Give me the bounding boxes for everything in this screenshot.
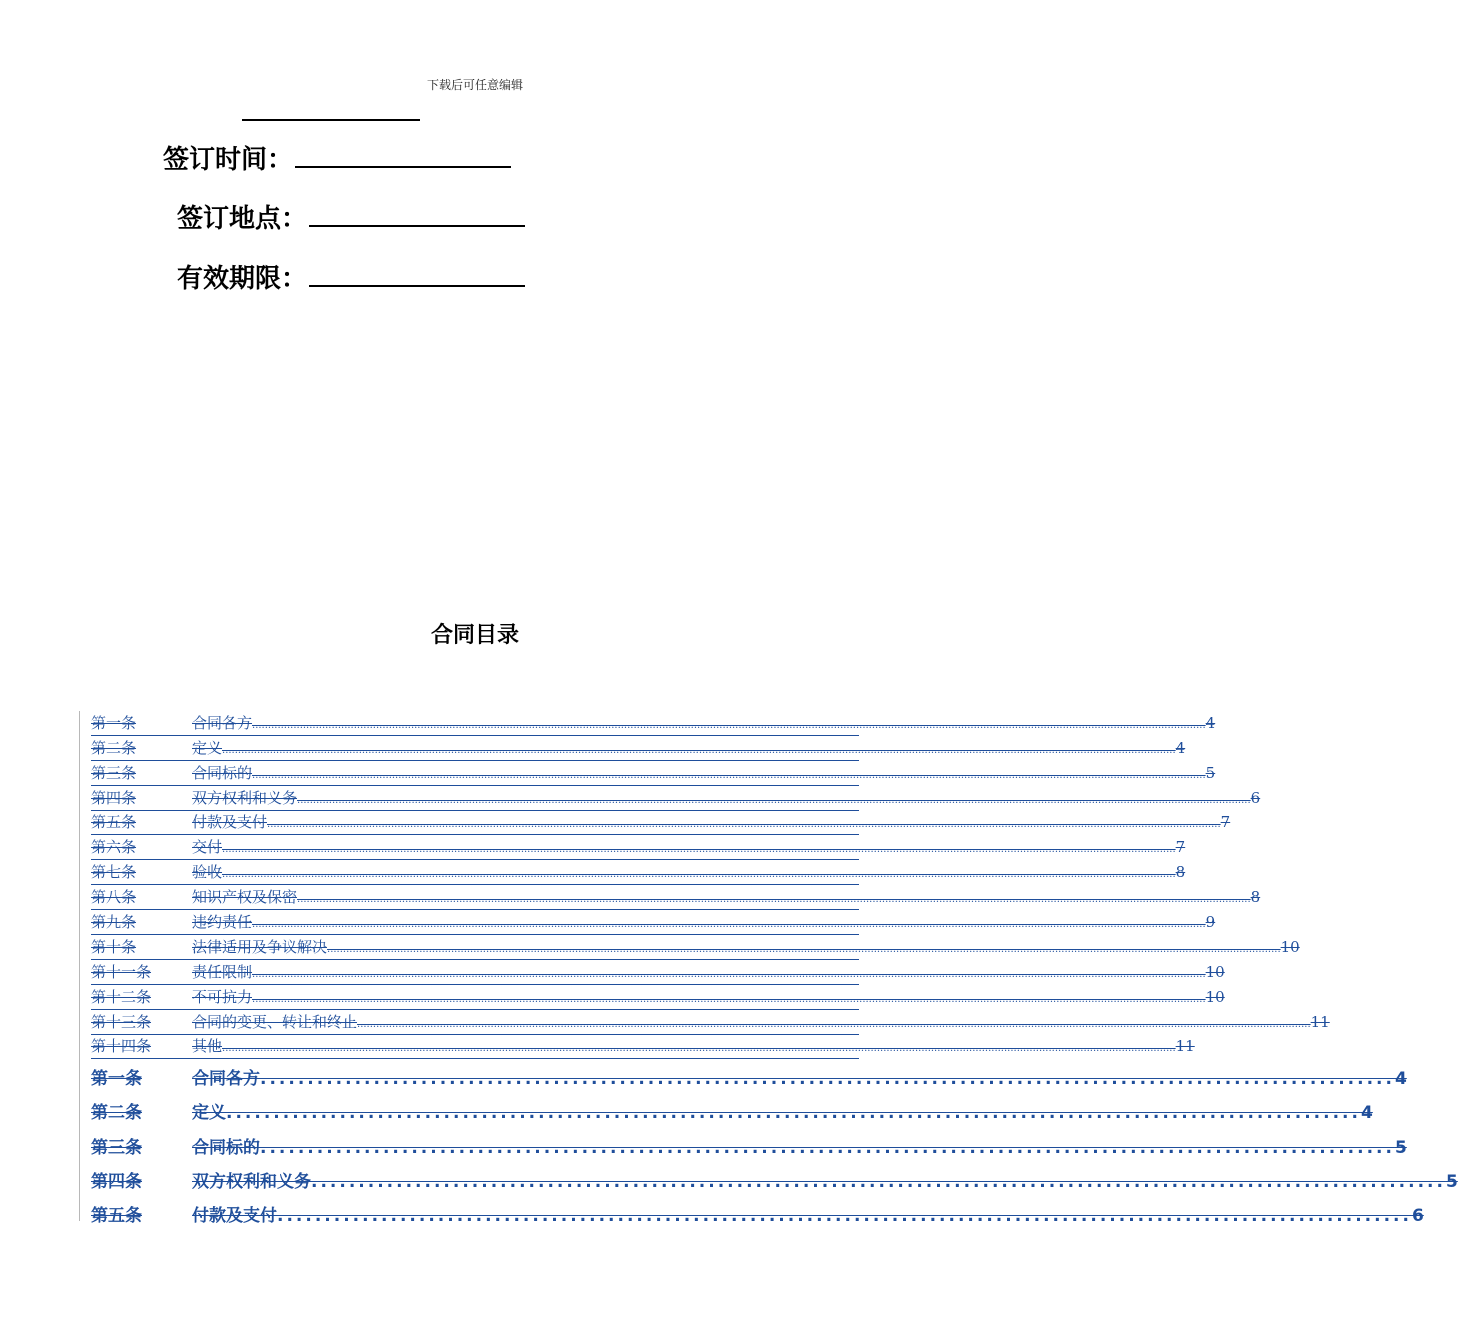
toc-entry-page: 4: [1205, 713, 1216, 732]
header-note: 下载后可任意编辑: [426, 78, 523, 92]
toc-entry[interactable]: [91, 935, 1300, 960]
toc-leader-dots: ............................................................................................................................................................................................................................................................................................................: [357, 1018, 1311, 1030]
toc-entry-title: 违约责任: [192, 913, 253, 932]
toc-leader-dots: ............................................................................................................................................................................................................................................................................................................: [327, 943, 1281, 955]
toc-entry-number: 第一条: [91, 713, 137, 732]
field-label: 签订地点：: [177, 204, 308, 234]
toc-leader-dots: ............................................................................................................................................................................................................................................................................................................: [252, 719, 1206, 731]
toc-leader-dots: ............................................................................................................................................................................................................................................................................................................: [267, 819, 1221, 831]
toc-entry-bold[interactable]: [91, 1128, 1407, 1162]
toc-leader-dots: ............................................................................................................................................................................................................................................................................................................: [252, 919, 1206, 931]
toc-entry-title: 法律适用及争议解决: [192, 937, 328, 956]
toc-entry[interactable]: [91, 786, 1261, 811]
toc-entry-bold[interactable]: [91, 1094, 1373, 1128]
toc-entry-title: 其他: [192, 1037, 223, 1056]
toc-entry-page: 4: [1394, 1068, 1407, 1089]
toc-entry-number: 第五条: [91, 1206, 142, 1227]
field-signing-place: [177, 201, 525, 235]
toc-entry-number: 第二条: [91, 738, 137, 757]
toc-leader-dots: ........................................................................................................................: [260, 1068, 1395, 1089]
toc-entry-page: 11: [1310, 1012, 1330, 1031]
toc-entry-title: 合同的变更、转让和终止: [192, 1012, 358, 1031]
toc-entry-page: 5: [1205, 763, 1216, 782]
toc-entry-page: 10: [1280, 937, 1300, 956]
toc-entry-page: 6: [1411, 1206, 1424, 1227]
toc-entry-page: 9: [1205, 913, 1216, 932]
toc-leader-dots: ........................................................................................................................: [260, 1137, 1395, 1158]
toc-entry-bold[interactable]: [91, 1059, 1407, 1093]
toc-leader-dots: ........................................................................................................................: [277, 1206, 1412, 1227]
toc-entry[interactable]: [91, 711, 1216, 736]
toc-entry-title: 合同各方: [192, 1068, 260, 1089]
toc-entry-page: 7: [1175, 838, 1186, 857]
toc-entry[interactable]: [91, 960, 1225, 985]
toc-entry-number: 第四条: [91, 1172, 142, 1193]
toc-leader-dots: ............................................................................................................................................................................................................................................................................................................: [297, 794, 1251, 806]
toc-entry-number: 第一条: [91, 1068, 142, 1089]
toc-entry[interactable]: [91, 736, 1186, 761]
toc-entry-page: 5: [1445, 1172, 1458, 1193]
toc-entry-page: 6: [1250, 788, 1261, 807]
toc-entry[interactable]: [91, 1035, 1195, 1060]
toc-entry[interactable]: [91, 1010, 1330, 1035]
toc-entry-number: 第十条: [91, 937, 137, 956]
toc-entry-page: 4: [1360, 1103, 1373, 1124]
toc-entry-number: 第九条: [91, 913, 137, 932]
toc-entry-title: 责任限制: [192, 962, 253, 981]
toc-entry-number: 第三条: [91, 1137, 142, 1158]
toc-title: 合同目录: [430, 623, 519, 648]
toc-entry-number: 第七条: [91, 863, 137, 882]
toc-entry-page: 8: [1175, 863, 1186, 882]
toc-leader-dots: ........................................................................................................................: [311, 1172, 1446, 1193]
toc-entry-title: 双方权利和义务: [192, 788, 298, 807]
field-blank[interactable]: [295, 142, 511, 168]
toc-entry-number: 第十四条: [91, 1037, 152, 1056]
toc-entry-number: 第五条: [91, 813, 137, 832]
toc-entry-bold[interactable]: [91, 1163, 1458, 1197]
field-label: 签订时间：: [163, 145, 294, 175]
toc-entry-title: 验收: [192, 863, 223, 882]
toc-entry-number: 第八条: [91, 888, 137, 907]
toc-entry-page: 10: [1205, 987, 1225, 1006]
toc-entry-title: 付款及支付: [192, 813, 268, 832]
toc-entry-page: 10: [1205, 962, 1225, 981]
toc-entry-title: 合同各方: [192, 713, 253, 732]
toc-entry[interactable]: [91, 761, 1216, 786]
toc-entry-page: 11: [1175, 1037, 1195, 1056]
field-blank[interactable]: [309, 261, 525, 287]
toc-leader-dots: ............................................................................................................................................................................................................................................................................................................: [252, 968, 1206, 980]
field-blank[interactable]: [309, 201, 525, 227]
field-validity-period: [177, 261, 525, 295]
toc-leader-dots: ............................................................................................................................................................................................................................................................................................................: [222, 844, 1176, 856]
toc-entry-number: 第十一条: [91, 962, 152, 981]
toc-entry-number: 第二条: [91, 1103, 142, 1124]
toc-entry-page: 7: [1220, 813, 1231, 832]
toc-list: [91, 711, 1458, 1231]
toc-entry-title: 合同标的: [192, 1137, 260, 1158]
toc-entry-page: 5: [1394, 1137, 1407, 1158]
toc-leader-dots: ............................................................................................................................................................................................................................................................................................................: [222, 744, 1176, 756]
toc-entry[interactable]: [91, 835, 1186, 860]
toc-entry[interactable]: [91, 811, 1231, 836]
toc-entry-number: 第四条: [91, 788, 137, 807]
toc-leader-dots: ............................................................................................................................................................................................................................................................................................................: [222, 869, 1176, 881]
toc-entry-title: 定义: [192, 1103, 226, 1124]
toc-leader-dots: ............................................................................................................................................................................................................................................................................................................: [252, 993, 1206, 1005]
toc-entry-title: 合同标的: [192, 763, 253, 782]
toc-entry-page: 8: [1250, 888, 1261, 907]
toc-leader-dots: ............................................................................................................................................................................................................................................................................................................: [252, 769, 1206, 781]
toc-entry-title: 不可抗力: [192, 987, 253, 1006]
toc-entry-number: 第十二条: [91, 987, 152, 1006]
toc-entry[interactable]: [91, 985, 1225, 1010]
toc-entry[interactable]: [91, 860, 1186, 885]
toc-entry-page: 4: [1175, 738, 1186, 757]
toc-left-border: [79, 711, 80, 1221]
toc-leader-dots: ............................................................................................................................................................................................................................................................................................................: [222, 1043, 1176, 1055]
toc-entry-title: 双方权利和义务: [192, 1172, 311, 1193]
toc-entry[interactable]: [91, 910, 1216, 935]
toc-leader-dots: ............................................................................................................................................................................................................................................................................................................: [297, 894, 1251, 906]
toc-entry-number: 第三条: [91, 763, 137, 782]
field-signing-time: [163, 142, 511, 176]
toc-entry-number: 第六条: [91, 838, 137, 857]
field-label: 有效期限：: [177, 264, 308, 294]
toc-entry-title: 交付: [192, 838, 223, 857]
toc-entry-title: 定义: [192, 738, 223, 757]
signature-line: [242, 119, 420, 121]
toc-entry-bold[interactable]: [91, 1197, 1424, 1231]
toc-entry-title: 付款及支付: [192, 1206, 277, 1227]
toc-entry-title: 知识产权及保密: [192, 888, 298, 907]
toc-leader-dots: ........................................................................................................................: [226, 1103, 1361, 1124]
toc-entry[interactable]: [91, 885, 1261, 910]
toc-entry-number: 第十三条: [91, 1012, 152, 1031]
